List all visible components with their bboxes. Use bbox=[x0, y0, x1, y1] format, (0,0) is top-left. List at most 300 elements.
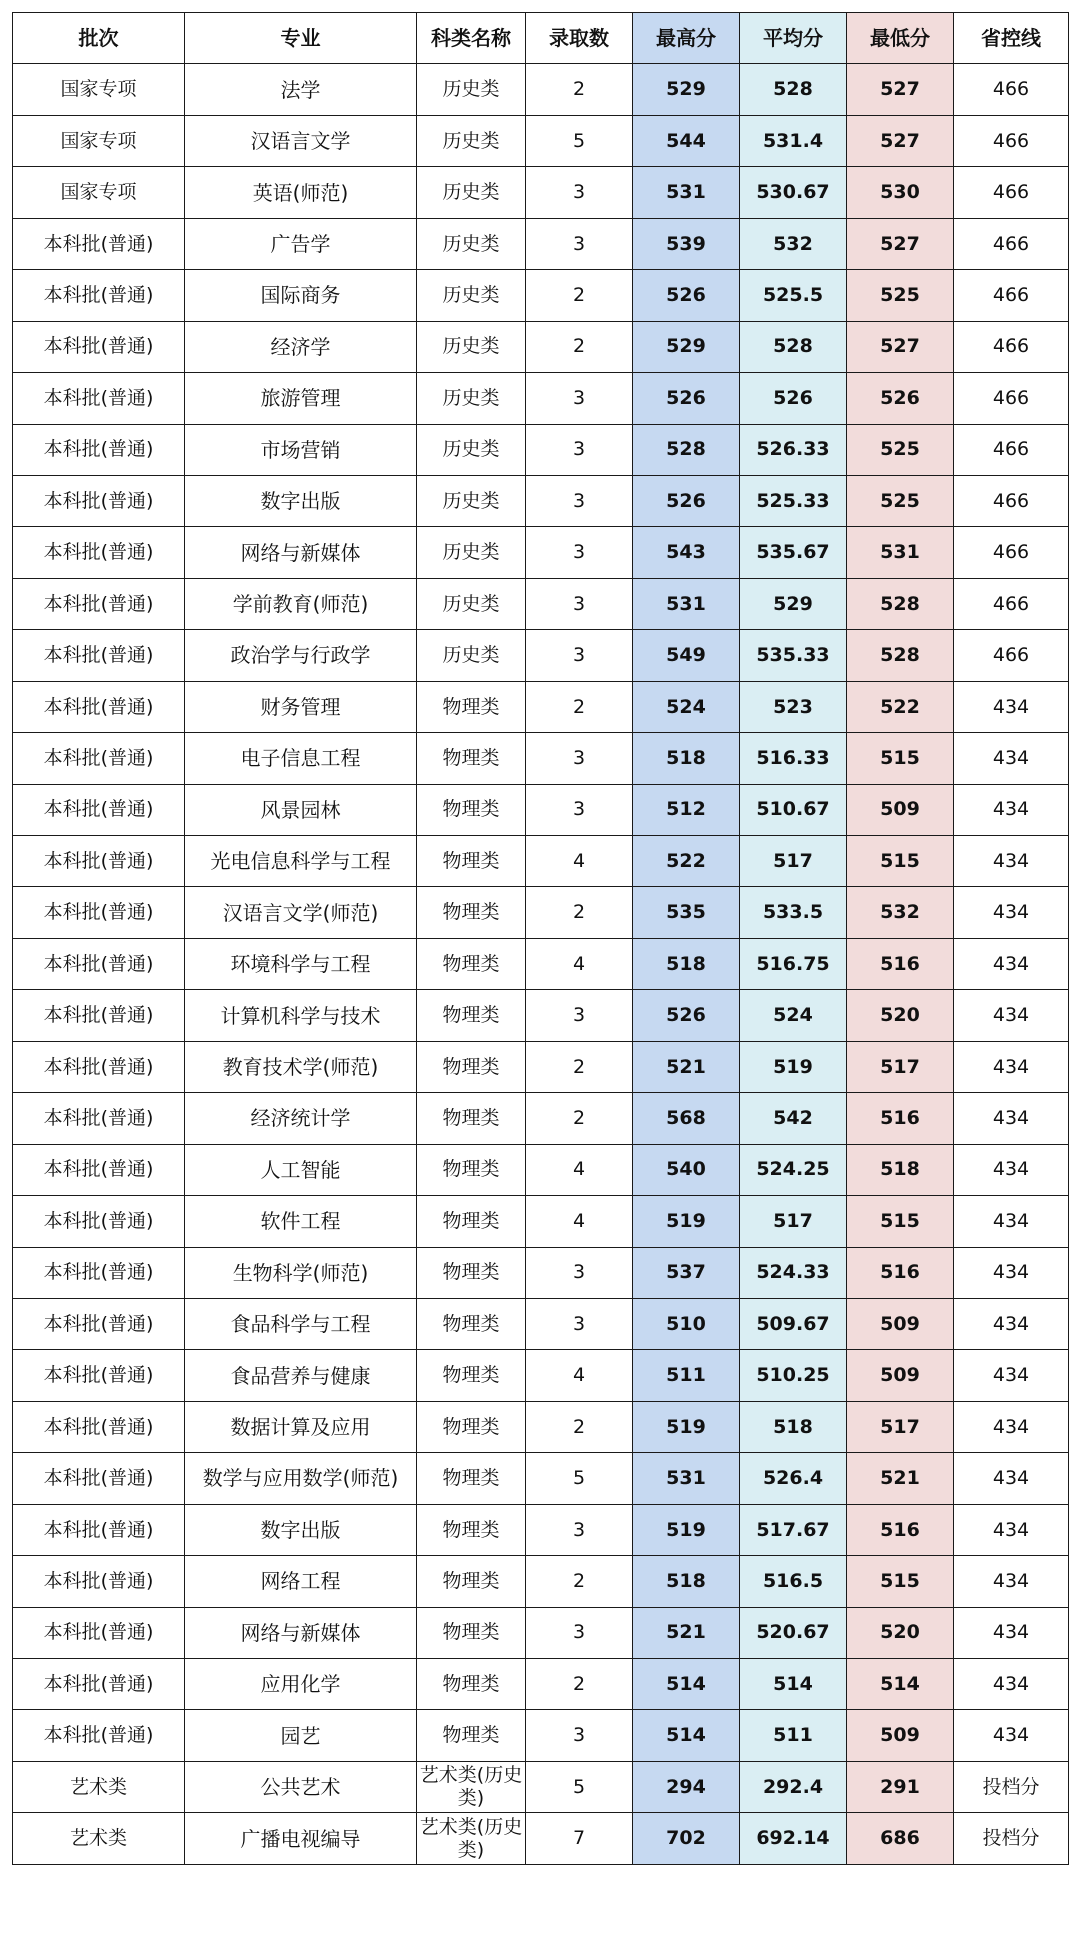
cell-max-score: 544 bbox=[633, 115, 740, 166]
cell-batch: 本科批(普通) bbox=[13, 990, 185, 1041]
cell-avg-score: 509.67 bbox=[740, 1298, 847, 1349]
cell-admitted-count: 3 bbox=[526, 218, 633, 269]
cell-min-score: 521 bbox=[847, 1453, 954, 1504]
cell-max-score: 529 bbox=[633, 321, 740, 372]
cell-admitted-count: 3 bbox=[526, 1247, 633, 1298]
cell-admitted-count: 2 bbox=[526, 1401, 633, 1452]
cell-admitted-count: 2 bbox=[526, 1556, 633, 1607]
cell-min-score: 522 bbox=[847, 681, 954, 732]
cell-max-score: 519 bbox=[633, 1504, 740, 1555]
cell-major: 电子信息工程 bbox=[185, 733, 417, 784]
cell-batch: 本科批(普通) bbox=[13, 938, 185, 989]
cell-major: 光电信息科学与工程 bbox=[185, 836, 417, 887]
cell-max-score: 540 bbox=[633, 1144, 740, 1195]
cell-avg-score: 526.33 bbox=[740, 424, 847, 475]
cell-major: 经济统计学 bbox=[185, 1093, 417, 1144]
cell-batch: 本科批(普通) bbox=[13, 630, 185, 681]
cell-major: 食品营养与健康 bbox=[185, 1350, 417, 1401]
cell-batch: 艺术类 bbox=[13, 1761, 185, 1812]
cell-admitted-count: 4 bbox=[526, 836, 633, 887]
cell-admitted-count: 3 bbox=[526, 373, 633, 424]
cell-min-score: 527 bbox=[847, 115, 954, 166]
cell-min-score: 686 bbox=[847, 1813, 954, 1864]
cell-avg-score: 526 bbox=[740, 373, 847, 424]
table-row bbox=[13, 1196, 1069, 1247]
cell-provincial-line: 投档分 bbox=[954, 1813, 1069, 1864]
cell-max-score: 514 bbox=[633, 1710, 740, 1761]
cell-major: 计算机科学与技术 bbox=[185, 990, 417, 1041]
cell-provincial-line: 434 bbox=[954, 938, 1069, 989]
cell-avg-score: 514 bbox=[740, 1659, 847, 1710]
table-row bbox=[13, 1556, 1069, 1607]
cell-provincial-line: 434 bbox=[954, 784, 1069, 835]
table-row bbox=[13, 1607, 1069, 1658]
cell-subject-category: 艺术类(历史类) bbox=[417, 1761, 526, 1812]
cell-max-score: 519 bbox=[633, 1401, 740, 1452]
cell-max-score: 512 bbox=[633, 784, 740, 835]
cell-provincial-line: 434 bbox=[954, 1659, 1069, 1710]
cell-provincial-line: 434 bbox=[954, 1144, 1069, 1195]
cell-avg-score: 692.14 bbox=[740, 1813, 847, 1864]
cell-subject-category: 历史类 bbox=[417, 373, 526, 424]
table-row bbox=[13, 373, 1069, 424]
cell-subject-category: 历史类 bbox=[417, 424, 526, 475]
cell-min-score: 527 bbox=[847, 218, 954, 269]
table-row bbox=[13, 784, 1069, 835]
cell-subject-category: 物理类 bbox=[417, 681, 526, 732]
cell-major: 数学与应用数学(师范) bbox=[185, 1453, 417, 1504]
cell-admitted-count: 3 bbox=[526, 784, 633, 835]
cell-provincial-line: 434 bbox=[954, 1556, 1069, 1607]
table-row bbox=[13, 115, 1069, 166]
cell-admitted-count: 3 bbox=[526, 1607, 633, 1658]
cell-avg-score: 517 bbox=[740, 1196, 847, 1247]
cell-min-score: 520 bbox=[847, 1607, 954, 1658]
cell-min-score: 509 bbox=[847, 1298, 954, 1349]
table-row bbox=[13, 990, 1069, 1041]
cell-max-score: 526 bbox=[633, 990, 740, 1041]
cell-avg-score: 526.4 bbox=[740, 1453, 847, 1504]
table-row bbox=[13, 424, 1069, 475]
cell-subject-category: 历史类 bbox=[417, 64, 526, 115]
cell-major: 环境科学与工程 bbox=[185, 938, 417, 989]
cell-admitted-count: 4 bbox=[526, 1196, 633, 1247]
cell-min-score: 515 bbox=[847, 836, 954, 887]
cell-min-score: 528 bbox=[847, 630, 954, 681]
cell-admitted-count: 4 bbox=[526, 938, 633, 989]
cell-avg-score: 510.67 bbox=[740, 784, 847, 835]
cell-admitted-count: 3 bbox=[526, 733, 633, 784]
cell-subject-category: 艺术类(历史类) bbox=[417, 1813, 526, 1864]
cell-provincial-line: 434 bbox=[954, 733, 1069, 784]
table-row bbox=[13, 938, 1069, 989]
cell-subject-category: 物理类 bbox=[417, 1453, 526, 1504]
cell-provincial-line: 434 bbox=[954, 1504, 1069, 1555]
cell-admitted-count: 2 bbox=[526, 321, 633, 372]
cell-provincial-line: 434 bbox=[954, 1350, 1069, 1401]
cell-avg-score: 517.67 bbox=[740, 1504, 847, 1555]
cell-provincial-line: 466 bbox=[954, 115, 1069, 166]
table-row bbox=[13, 630, 1069, 681]
cell-admitted-count: 3 bbox=[526, 527, 633, 578]
cell-max-score: 531 bbox=[633, 167, 740, 218]
admission-score-table bbox=[12, 12, 1069, 1865]
cell-subject-category: 物理类 bbox=[417, 1504, 526, 1555]
table-row bbox=[13, 681, 1069, 732]
cell-max-score: 521 bbox=[633, 1607, 740, 1658]
cell-admitted-count: 3 bbox=[526, 424, 633, 475]
table-row bbox=[13, 1144, 1069, 1195]
cell-max-score: 518 bbox=[633, 733, 740, 784]
cell-max-score: 531 bbox=[633, 578, 740, 629]
cell-provincial-line: 434 bbox=[954, 1710, 1069, 1761]
cell-avg-score: 542 bbox=[740, 1093, 847, 1144]
cell-min-score: 509 bbox=[847, 1350, 954, 1401]
cell-admitted-count: 2 bbox=[526, 887, 633, 938]
table-row bbox=[13, 1761, 1069, 1812]
cell-batch: 国家专项 bbox=[13, 64, 185, 115]
cell-provincial-line: 434 bbox=[954, 1453, 1069, 1504]
cell-min-score: 291 bbox=[847, 1761, 954, 1812]
header-major: 专业 bbox=[185, 13, 417, 64]
cell-min-score: 516 bbox=[847, 1504, 954, 1555]
cell-min-score: 527 bbox=[847, 64, 954, 115]
table-row bbox=[13, 270, 1069, 321]
table-row bbox=[13, 1710, 1069, 1761]
cell-subject-category: 物理类 bbox=[417, 733, 526, 784]
cell-provincial-line: 434 bbox=[954, 681, 1069, 732]
cell-subject-category: 物理类 bbox=[417, 784, 526, 835]
cell-batch: 艺术类 bbox=[13, 1813, 185, 1864]
cell-major: 广播电视编导 bbox=[185, 1813, 417, 1864]
cell-max-score: 535 bbox=[633, 887, 740, 938]
cell-avg-score: 516.33 bbox=[740, 733, 847, 784]
cell-subject-category: 历史类 bbox=[417, 218, 526, 269]
cell-avg-score: 516.5 bbox=[740, 1556, 847, 1607]
cell-major: 网络工程 bbox=[185, 1556, 417, 1607]
cell-max-score: 549 bbox=[633, 630, 740, 681]
cell-batch: 本科批(普通) bbox=[13, 270, 185, 321]
cell-provincial-line: 434 bbox=[954, 1247, 1069, 1298]
cell-provincial-line: 466 bbox=[954, 424, 1069, 475]
cell-subject-category: 物理类 bbox=[417, 1144, 526, 1195]
cell-max-score: 294 bbox=[633, 1761, 740, 1812]
cell-batch: 本科批(普通) bbox=[13, 681, 185, 732]
cell-major: 广告学 bbox=[185, 218, 417, 269]
cell-avg-score: 524 bbox=[740, 990, 847, 1041]
cell-batch: 本科批(普通) bbox=[13, 1659, 185, 1710]
table-row bbox=[13, 1041, 1069, 1092]
cell-provincial-line: 434 bbox=[954, 1093, 1069, 1144]
cell-admitted-count: 7 bbox=[526, 1813, 633, 1864]
cell-subject-category: 物理类 bbox=[417, 1607, 526, 1658]
cell-avg-score: 525.5 bbox=[740, 270, 847, 321]
cell-subject-category: 物理类 bbox=[417, 1350, 526, 1401]
cell-subject-category: 物理类 bbox=[417, 1298, 526, 1349]
cell-subject-category: 历史类 bbox=[417, 270, 526, 321]
cell-provincial-line: 466 bbox=[954, 321, 1069, 372]
cell-admitted-count: 4 bbox=[526, 1144, 633, 1195]
cell-avg-score: 531.4 bbox=[740, 115, 847, 166]
table-header-row bbox=[13, 13, 1069, 64]
cell-subject-category: 物理类 bbox=[417, 1659, 526, 1710]
cell-provincial-line: 466 bbox=[954, 270, 1069, 321]
cell-avg-score: 511 bbox=[740, 1710, 847, 1761]
cell-major: 英语(师范) bbox=[185, 167, 417, 218]
table-row bbox=[13, 475, 1069, 526]
cell-major: 食品科学与工程 bbox=[185, 1298, 417, 1349]
cell-major: 生物科学(师范) bbox=[185, 1247, 417, 1298]
header-max-score: 最高分 bbox=[633, 13, 740, 64]
cell-admitted-count: 3 bbox=[526, 578, 633, 629]
table-row bbox=[13, 1298, 1069, 1349]
cell-max-score: 524 bbox=[633, 681, 740, 732]
cell-provincial-line: 466 bbox=[954, 578, 1069, 629]
cell-max-score: 522 bbox=[633, 836, 740, 887]
cell-major: 经济学 bbox=[185, 321, 417, 372]
cell-subject-category: 物理类 bbox=[417, 990, 526, 1041]
cell-major: 汉语言文学 bbox=[185, 115, 417, 166]
cell-batch: 本科批(普通) bbox=[13, 373, 185, 424]
cell-avg-score: 528 bbox=[740, 321, 847, 372]
cell-admitted-count: 3 bbox=[526, 1298, 633, 1349]
table-row bbox=[13, 1813, 1069, 1864]
cell-max-score: 529 bbox=[633, 64, 740, 115]
cell-min-score: 509 bbox=[847, 1710, 954, 1761]
cell-admitted-count: 2 bbox=[526, 64, 633, 115]
cell-batch: 本科批(普通) bbox=[13, 1093, 185, 1144]
cell-admitted-count: 5 bbox=[526, 1453, 633, 1504]
cell-subject-category: 物理类 bbox=[417, 1710, 526, 1761]
cell-min-score: 518 bbox=[847, 1144, 954, 1195]
cell-avg-score: 532 bbox=[740, 218, 847, 269]
cell-subject-category: 物理类 bbox=[417, 1093, 526, 1144]
header-avg-score: 平均分 bbox=[740, 13, 847, 64]
cell-provincial-line: 434 bbox=[954, 887, 1069, 938]
cell-subject-category: 物理类 bbox=[417, 1401, 526, 1452]
cell-subject-category: 物理类 bbox=[417, 1247, 526, 1298]
cell-min-score: 525 bbox=[847, 475, 954, 526]
cell-min-score: 516 bbox=[847, 938, 954, 989]
cell-major: 政治学与行政学 bbox=[185, 630, 417, 681]
cell-avg-score: 535.67 bbox=[740, 527, 847, 578]
cell-min-score: 525 bbox=[847, 424, 954, 475]
cell-avg-score: 524.33 bbox=[740, 1247, 847, 1298]
table-row bbox=[13, 1659, 1069, 1710]
cell-max-score: 526 bbox=[633, 373, 740, 424]
cell-max-score: 511 bbox=[633, 1350, 740, 1401]
cell-major: 数字出版 bbox=[185, 475, 417, 526]
cell-subject-category: 物理类 bbox=[417, 836, 526, 887]
cell-batch: 本科批(普通) bbox=[13, 527, 185, 578]
table-row bbox=[13, 321, 1069, 372]
cell-batch: 本科批(普通) bbox=[13, 218, 185, 269]
cell-batch: 本科批(普通) bbox=[13, 1556, 185, 1607]
cell-batch: 本科批(普通) bbox=[13, 1041, 185, 1092]
table-row bbox=[13, 64, 1069, 115]
table-row bbox=[13, 218, 1069, 269]
table-row bbox=[13, 1453, 1069, 1504]
cell-batch: 本科批(普通) bbox=[13, 1350, 185, 1401]
cell-batch: 本科批(普通) bbox=[13, 1196, 185, 1247]
cell-max-score: 537 bbox=[633, 1247, 740, 1298]
cell-max-score: 514 bbox=[633, 1659, 740, 1710]
cell-batch: 本科批(普通) bbox=[13, 1453, 185, 1504]
cell-provincial-line: 434 bbox=[954, 836, 1069, 887]
cell-batch: 本科批(普通) bbox=[13, 733, 185, 784]
cell-major: 应用化学 bbox=[185, 1659, 417, 1710]
cell-major: 学前教育(师范) bbox=[185, 578, 417, 629]
cell-provincial-line: 466 bbox=[954, 373, 1069, 424]
cell-batch: 本科批(普通) bbox=[13, 887, 185, 938]
table-row bbox=[13, 1247, 1069, 1298]
cell-provincial-line: 434 bbox=[954, 1607, 1069, 1658]
cell-subject-category: 物理类 bbox=[417, 1556, 526, 1607]
cell-batch: 本科批(普通) bbox=[13, 836, 185, 887]
cell-provincial-line: 投档分 bbox=[954, 1761, 1069, 1812]
cell-provincial-line: 466 bbox=[954, 218, 1069, 269]
cell-min-score: 525 bbox=[847, 270, 954, 321]
cell-min-score: 528 bbox=[847, 578, 954, 629]
cell-max-score: 568 bbox=[633, 1093, 740, 1144]
cell-provincial-line: 434 bbox=[954, 1401, 1069, 1452]
cell-max-score: 539 bbox=[633, 218, 740, 269]
cell-admitted-count: 2 bbox=[526, 1659, 633, 1710]
cell-admitted-count: 3 bbox=[526, 1504, 633, 1555]
cell-subject-category: 物理类 bbox=[417, 887, 526, 938]
cell-major: 网络与新媒体 bbox=[185, 1607, 417, 1658]
table-row bbox=[13, 733, 1069, 784]
cell-major: 园艺 bbox=[185, 1710, 417, 1761]
cell-min-score: 516 bbox=[847, 1093, 954, 1144]
cell-max-score: 526 bbox=[633, 475, 740, 526]
cell-min-score: 515 bbox=[847, 733, 954, 784]
cell-major: 数据计算及应用 bbox=[185, 1401, 417, 1452]
cell-batch: 本科批(普通) bbox=[13, 1144, 185, 1195]
cell-subject-category: 历史类 bbox=[417, 115, 526, 166]
cell-major: 数字出版 bbox=[185, 1504, 417, 1555]
cell-subject-category: 历史类 bbox=[417, 578, 526, 629]
cell-provincial-line: 434 bbox=[954, 1298, 1069, 1349]
cell-admitted-count: 5 bbox=[526, 115, 633, 166]
cell-major: 人工智能 bbox=[185, 1144, 417, 1195]
cell-min-score: 517 bbox=[847, 1401, 954, 1452]
cell-major: 市场营销 bbox=[185, 424, 417, 475]
cell-avg-score: 533.5 bbox=[740, 887, 847, 938]
cell-avg-score: 517 bbox=[740, 836, 847, 887]
cell-major: 软件工程 bbox=[185, 1196, 417, 1247]
table-row bbox=[13, 836, 1069, 887]
cell-max-score: 510 bbox=[633, 1298, 740, 1349]
cell-min-score: 531 bbox=[847, 527, 954, 578]
cell-max-score: 521 bbox=[633, 1041, 740, 1092]
cell-admitted-count: 3 bbox=[526, 167, 633, 218]
cell-batch: 本科批(普通) bbox=[13, 321, 185, 372]
table-row bbox=[13, 167, 1069, 218]
cell-batch: 本科批(普通) bbox=[13, 1247, 185, 1298]
cell-major: 汉语言文学(师范) bbox=[185, 887, 417, 938]
cell-batch: 本科批(普通) bbox=[13, 1504, 185, 1555]
cell-major: 风景园林 bbox=[185, 784, 417, 835]
table-row bbox=[13, 527, 1069, 578]
cell-admitted-count: 2 bbox=[526, 270, 633, 321]
cell-avg-score: 524.25 bbox=[740, 1144, 847, 1195]
cell-subject-category: 历史类 bbox=[417, 167, 526, 218]
cell-admitted-count: 2 bbox=[526, 1093, 633, 1144]
cell-min-score: 514 bbox=[847, 1659, 954, 1710]
cell-provincial-line: 466 bbox=[954, 167, 1069, 218]
cell-max-score: 518 bbox=[633, 938, 740, 989]
table-row bbox=[13, 1401, 1069, 1452]
cell-provincial-line: 434 bbox=[954, 990, 1069, 1041]
cell-subject-category: 历史类 bbox=[417, 475, 526, 526]
header-admitted-count: 录取数 bbox=[526, 13, 633, 64]
cell-admitted-count: 2 bbox=[526, 1041, 633, 1092]
cell-avg-score: 510.25 bbox=[740, 1350, 847, 1401]
cell-subject-category: 历史类 bbox=[417, 527, 526, 578]
cell-max-score: 543 bbox=[633, 527, 740, 578]
cell-min-score: 527 bbox=[847, 321, 954, 372]
header-batch: 批次 bbox=[13, 13, 185, 64]
cell-min-score: 515 bbox=[847, 1556, 954, 1607]
cell-avg-score: 525.33 bbox=[740, 475, 847, 526]
cell-batch: 本科批(普通) bbox=[13, 1298, 185, 1349]
cell-avg-score: 518 bbox=[740, 1401, 847, 1452]
cell-min-score: 532 bbox=[847, 887, 954, 938]
cell-admitted-count: 4 bbox=[526, 1350, 633, 1401]
cell-batch: 本科批(普通) bbox=[13, 1710, 185, 1761]
cell-max-score: 526 bbox=[633, 270, 740, 321]
cell-avg-score: 530.67 bbox=[740, 167, 847, 218]
cell-avg-score: 523 bbox=[740, 681, 847, 732]
cell-max-score: 531 bbox=[633, 1453, 740, 1504]
cell-max-score: 528 bbox=[633, 424, 740, 475]
table-row bbox=[13, 578, 1069, 629]
cell-provincial-line: 466 bbox=[954, 64, 1069, 115]
cell-provincial-line: 466 bbox=[954, 630, 1069, 681]
cell-admitted-count: 3 bbox=[526, 475, 633, 526]
header-provincial-line: 省控线 bbox=[954, 13, 1069, 64]
table-row bbox=[13, 1504, 1069, 1555]
cell-provincial-line: 466 bbox=[954, 475, 1069, 526]
cell-major: 网络与新媒体 bbox=[185, 527, 417, 578]
cell-avg-score: 529 bbox=[740, 578, 847, 629]
cell-admitted-count: 3 bbox=[526, 990, 633, 1041]
cell-avg-score: 519 bbox=[740, 1041, 847, 1092]
cell-min-score: 530 bbox=[847, 167, 954, 218]
cell-major: 国际商务 bbox=[185, 270, 417, 321]
table-body bbox=[13, 64, 1069, 1864]
cell-max-score: 519 bbox=[633, 1196, 740, 1247]
header-subject-category: 科类名称 bbox=[417, 13, 526, 64]
cell-admitted-count: 3 bbox=[526, 1710, 633, 1761]
cell-avg-score: 520.67 bbox=[740, 1607, 847, 1658]
cell-min-score: 509 bbox=[847, 784, 954, 835]
cell-avg-score: 292.4 bbox=[740, 1761, 847, 1812]
header-min-score: 最低分 bbox=[847, 13, 954, 64]
cell-batch: 本科批(普通) bbox=[13, 1607, 185, 1658]
cell-min-score: 526 bbox=[847, 373, 954, 424]
cell-major: 旅游管理 bbox=[185, 373, 417, 424]
cell-avg-score: 516.75 bbox=[740, 938, 847, 989]
cell-provincial-line: 466 bbox=[954, 527, 1069, 578]
cell-admitted-count: 3 bbox=[526, 630, 633, 681]
cell-max-score: 702 bbox=[633, 1813, 740, 1864]
table-row bbox=[13, 1093, 1069, 1144]
cell-batch: 国家专项 bbox=[13, 167, 185, 218]
cell-min-score: 515 bbox=[847, 1196, 954, 1247]
cell-batch: 本科批(普通) bbox=[13, 1401, 185, 1452]
